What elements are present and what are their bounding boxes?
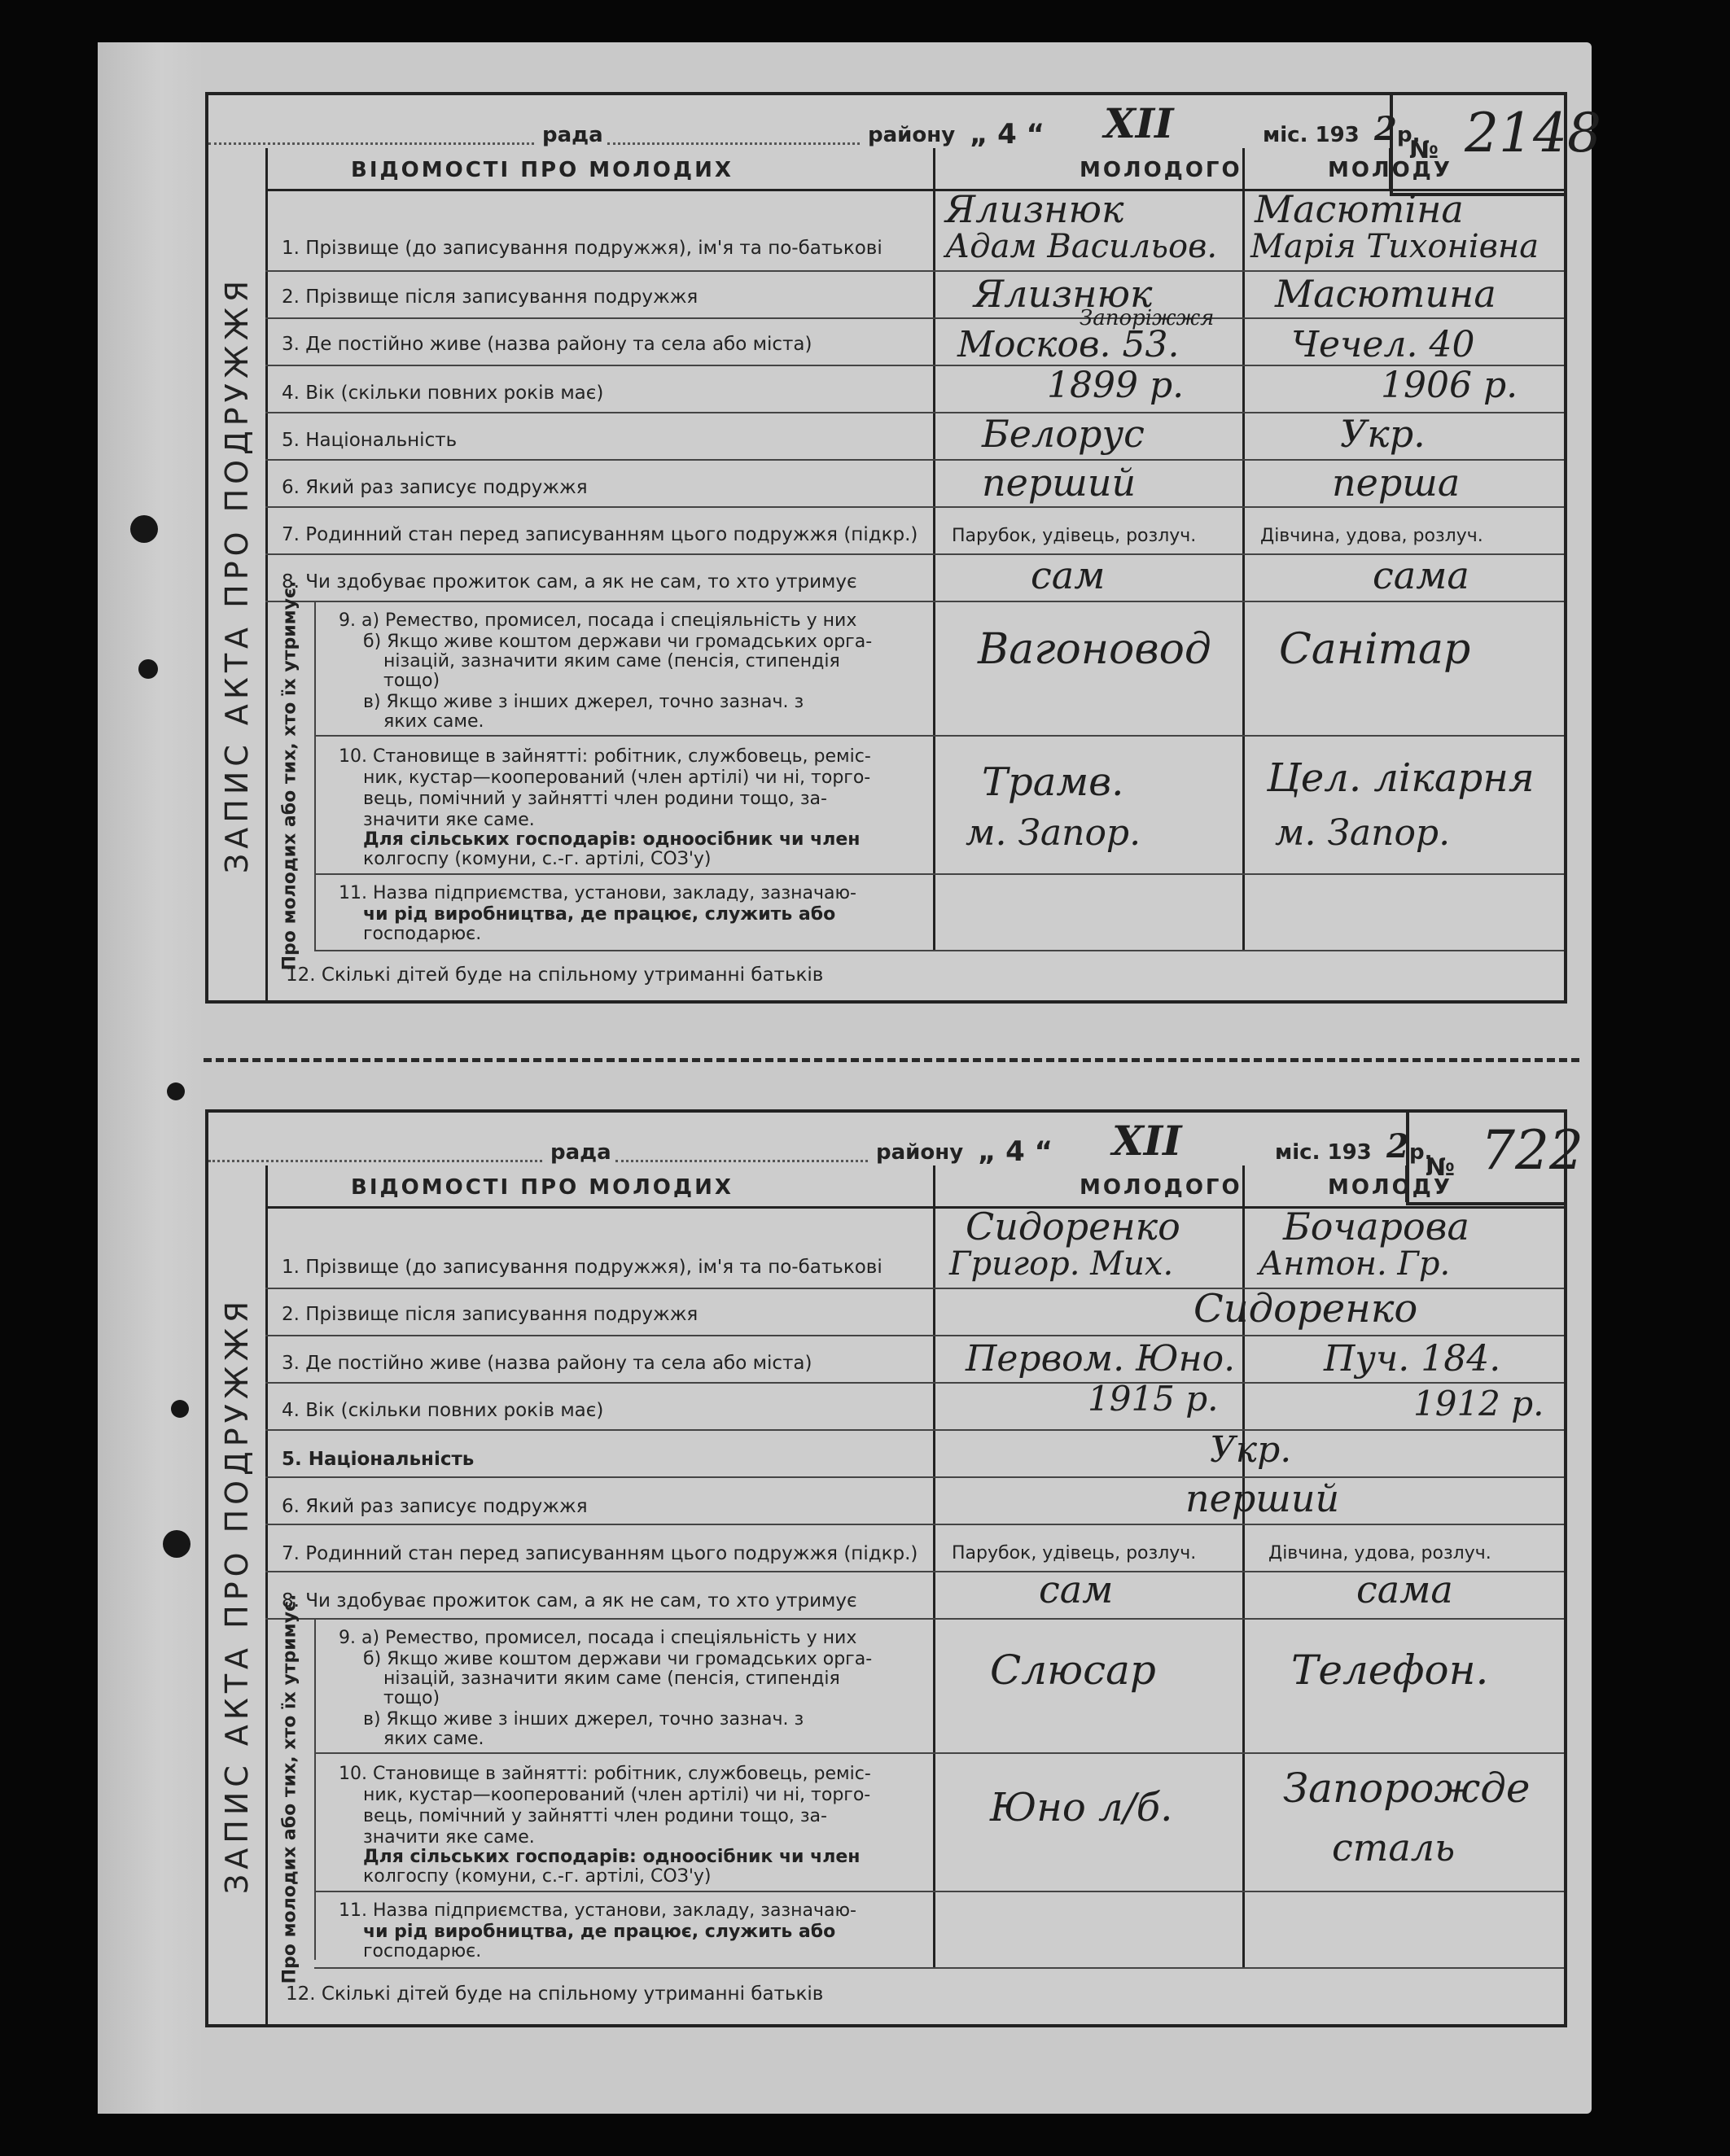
bride-marital-options: Дівчина, удова, розлуч. <box>1260 526 1483 546</box>
rada-label: рада <box>542 123 603 147</box>
binding-hole <box>167 1082 185 1100</box>
month-label: міс. 193 <box>1263 123 1360 147</box>
paper-torn-edge <box>98 42 204 2114</box>
col-groom-header: МОЛОДОГО <box>1080 158 1242 182</box>
number-label: № <box>1426 1153 1456 1182</box>
row-residence: 3. Де постійно живе (назва району та села або міста) Запоріжжя Москов. 53. Чечел. 40 <box>265 317 1564 366</box>
rada-label: рада <box>550 1140 611 1165</box>
binding-hole <box>171 1400 189 1418</box>
record-number-handwritten: 2148 <box>1465 102 1601 164</box>
row-employment: 10. Становище в зайнятті: робітник, службовець, реміс- ник, кустар—кооперований (член артілі) чи ні, торго- вець, помічний у зайнятті член родини тощо, за- значити яке саме. Для сільських господарів: одноосібник чи член колгоспу (комуни, с.-г. артілі, СОЗ'у) Юно л/б. Запорожде сталь <box>314 1752 1564 1892</box>
raion-label: району <box>868 123 956 147</box>
bride-employment-2: сталь <box>1332 1826 1456 1870</box>
groom-support: сам <box>1031 553 1106 597</box>
bride-name: Марія Тихонівна <box>1250 228 1539 265</box>
row-marital-status: 7. Родинний стан перед записуванням цього подружжя (підкр.) Парубок, удівець, розлуч. Дівчина, удова, розлуч. <box>265 1524 1564 1572</box>
marriage-record-form-2 <box>205 1109 1583 2027</box>
groom-support: сам <box>1039 1568 1114 1612</box>
binding-hole <box>138 659 158 679</box>
bride-support: сама <box>1356 1568 1453 1612</box>
groom-marital-options: Парубок, удівець, розлуч. <box>952 1543 1197 1563</box>
rada-field <box>208 142 534 145</box>
groom-residence: Первом. Юно. <box>966 1338 1236 1380</box>
bride-age: 1912 р. <box>1413 1384 1544 1423</box>
bride-nationality: Укр. <box>1340 412 1426 456</box>
bride-residence: Пуч. 184. <box>1324 1338 1501 1380</box>
support-subsection-label: Про молодих або тих, хто їх утримує. <box>265 601 316 951</box>
groom-surname: Сидоренко <box>966 1205 1180 1249</box>
row-enterprise: 11. Назва підприємства, установи, закладу, зазначаю- чи рід виробництва, де працює, служить або господарює. <box>314 1891 1564 1969</box>
day-value: „ 4 “ <box>978 1135 1053 1168</box>
groom-city-note: Запоріжжя <box>1080 306 1215 330</box>
record-number-handwritten: 722 <box>1481 1119 1583 1182</box>
bride-surname: Бочарова <box>1283 1205 1469 1249</box>
bride-employment-2: м. Запор. <box>1275 812 1451 854</box>
raion-field <box>607 142 860 145</box>
groom-surname: Ялизнюк <box>945 187 1124 231</box>
row-surname: 1. Прізвище (до записування подружжя), ім'я та по-батькові Сидоренко Григор. Мих. Бочарова Антон. Гр. <box>265 1206 1564 1289</box>
binding-hole <box>163 1530 191 1558</box>
shared-nationality: Укр. <box>1210 1429 1292 1471</box>
col-info-header: ВІДОМОСТІ ПРО МОЛОДИХ <box>351 158 734 182</box>
groom-employment-1: Юно л/б. <box>990 1785 1173 1830</box>
row-age: 4. Вік (скільки повних років має) 1915 р. 1912 р. <box>265 1382 1564 1431</box>
row-trade: 9. а) Ремество, промисел, посада і спеціяльність у них б) Якщо живе коштом держави чи громадських орга- нізацій, зазначити яким саме (пенсія, стипендія тощо) в) Якщо живе з інших джерел, точно зазнач. з яких саме. Слюсар Телефон. <box>314 1618 1564 1754</box>
bride-employment-1: Запорожде <box>1283 1765 1531 1812</box>
col-bride-header: МОЛОДУ <box>1328 1175 1452 1200</box>
groom-surname-after: Ялизнюк <box>974 272 1153 316</box>
row-nationality: 5. Національність Укр. <box>265 1429 1564 1478</box>
col-divider <box>1405 1165 1408 1202</box>
year-suffix: р. <box>1397 123 1421 147</box>
support-subsection-label: Про молодих або тих, хто їх утримує. <box>265 1618 316 1960</box>
row-times: 6. Який раз записує подружжя перший <box>265 1476 1564 1525</box>
raion-field <box>615 1160 868 1162</box>
groom-trade: Вагоновод <box>978 625 1211 674</box>
raion-label: району <box>876 1140 964 1165</box>
row-support: 8. Чи здобуває прожиток сам, а як не сам, то хто утримує сам сама <box>265 553 1564 602</box>
shared-times: перший <box>1185 1476 1340 1520</box>
bride-residence: Чечел. 40 <box>1291 324 1475 365</box>
row-marital-status: 7. Родинний стан перед записуванням цього подружжя (підкр.) Парубок, удівець, розлуч. Дівчина, удова, розлуч. <box>265 506 1564 555</box>
day-value: „ 4 “ <box>970 118 1045 151</box>
year-handwritten: 2 <box>1374 110 1397 148</box>
month-label: міс. 193 <box>1275 1140 1372 1165</box>
groom-marital-options: Парубок, удівець, розлуч. <box>952 526 1197 546</box>
year-handwritten: 2 <box>1386 1127 1409 1165</box>
groom-employment-2: м. Запор. <box>966 812 1141 854</box>
groom-nationality: Белорус <box>982 412 1145 456</box>
row-enterprise: 11. Назва підприємства, установи, закладу, зазначаю- чи рід виробництва, де працює, служить або господарює. <box>314 873 1564 951</box>
col-divider <box>1389 148 1391 189</box>
groom-employment-1: Трамв. <box>982 759 1124 805</box>
row-children: 12. Скількі дітей буде на спільному утриманні батьків <box>286 1983 824 2005</box>
rada-field <box>208 1160 542 1162</box>
bride-trade: Телефон. <box>1291 1647 1489 1694</box>
groom-age: 1899 р. <box>1047 365 1185 406</box>
row-support: 8. Чи здобуває прожиток сам, а як не сам, то хто утримує сам сама <box>265 1571 1564 1620</box>
marriage-record-form-1 <box>205 92 1601 1004</box>
binding-hole <box>130 515 158 543</box>
row-age: 4. Вік (скільки повних років має) 1899 р. 1906 р. <box>265 365 1564 413</box>
row-surname-after: 2. Прізвище після записування подружжя Сидоренко <box>265 1288 1564 1336</box>
groom-name: Адам Васильов. <box>945 228 1218 265</box>
row-trade: 9. а) Ремество, промисел, посада і спеціяльність у них б) Якщо живе коштом держави чи громадських орга- нізацій, зазначити яким саме (пенсія, стипендія тощо) в) Якщо живе з інших джерел, точно зазнач. з яких саме. Вагоновод Санітар <box>314 601 1564 737</box>
column-headers <box>265 1165 1564 1209</box>
row-residence: 3. Де постійно живе (назва району та села або міста) Первом. Юно. Пуч. 184. <box>265 1335 1564 1384</box>
row-nationality: 5. Національність Белорус Укр. <box>265 412 1564 461</box>
side-title: ЗАПИС АКТА ПРО ПОДРУЖЖЯ <box>208 148 268 1000</box>
bride-age: 1906 р. <box>1381 365 1518 406</box>
bride-surname-after: Масютина <box>1275 272 1496 316</box>
bride-employment-1: Цел. лікарня <box>1267 755 1535 801</box>
month-handwritten: XII <box>1112 1117 1182 1165</box>
bride-surname: Масютіна <box>1255 187 1464 231</box>
column-headers <box>265 148 1564 191</box>
row-surname-after: 2. Прізвище після записування подружжя Ялизнюк Масютина <box>265 270 1564 319</box>
row-times: 6. Який раз записує подружжя перший перша <box>265 459 1564 508</box>
tear-off-line <box>204 1058 1579 1062</box>
groom-trade: Слюсар <box>990 1647 1156 1694</box>
shared-surname-after: Сидоренко <box>1193 1286 1418 1332</box>
year-suffix: р. <box>1409 1140 1433 1165</box>
row-children: 12. Скількі дітей буде на спільному утриманні батьків <box>286 964 824 986</box>
groom-name: Григор. Мих. <box>949 1245 1174 1283</box>
col-groom-header: МОЛОДОГО <box>1080 1175 1242 1200</box>
col-bride-header: МОЛОДУ <box>1328 158 1452 182</box>
groom-age: 1915 р. <box>1088 1379 1219 1419</box>
side-title: ЗАПИС АКТА ПРО ПОДРУЖЖЯ <box>208 1165 268 2024</box>
number-label: № <box>1409 136 1439 164</box>
col-info-header: ВІДОМОСТІ ПРО МОЛОДИХ <box>351 1175 734 1200</box>
month-handwritten: XII <box>1104 99 1174 147</box>
bride-marital-options: Дівчина, удова, розлуч. <box>1268 1543 1491 1563</box>
bride-times: перша <box>1332 461 1461 505</box>
row-employment: 10. Становище в зайнятті: робітник, службовець, реміс- ник, кустар—кооперований (член артілі) чи ні, торго- вець, помічний у зайнятті член родини тощо, за- значити яке саме. Для сільських господарів: одноосібник чи член колгоспу (комуни, с.-г. артілі, СОЗ'у) Трамв. м. Запор. Цел. лікарня м. Запор. <box>314 735 1564 875</box>
bride-name: Антон. Гр. <box>1259 1245 1451 1283</box>
row-surname: 1. Прізвище (до записування подружжя), ім'я та по-батькові Ялизнюк Адам Васильов. Масютіна Марія Тихонівна <box>265 189 1564 272</box>
groom-times: перший <box>982 461 1137 505</box>
bride-trade: Санітар <box>1279 625 1471 674</box>
bride-support: сама <box>1373 553 1469 597</box>
groom-residence: Москов. 53. <box>957 324 1180 365</box>
